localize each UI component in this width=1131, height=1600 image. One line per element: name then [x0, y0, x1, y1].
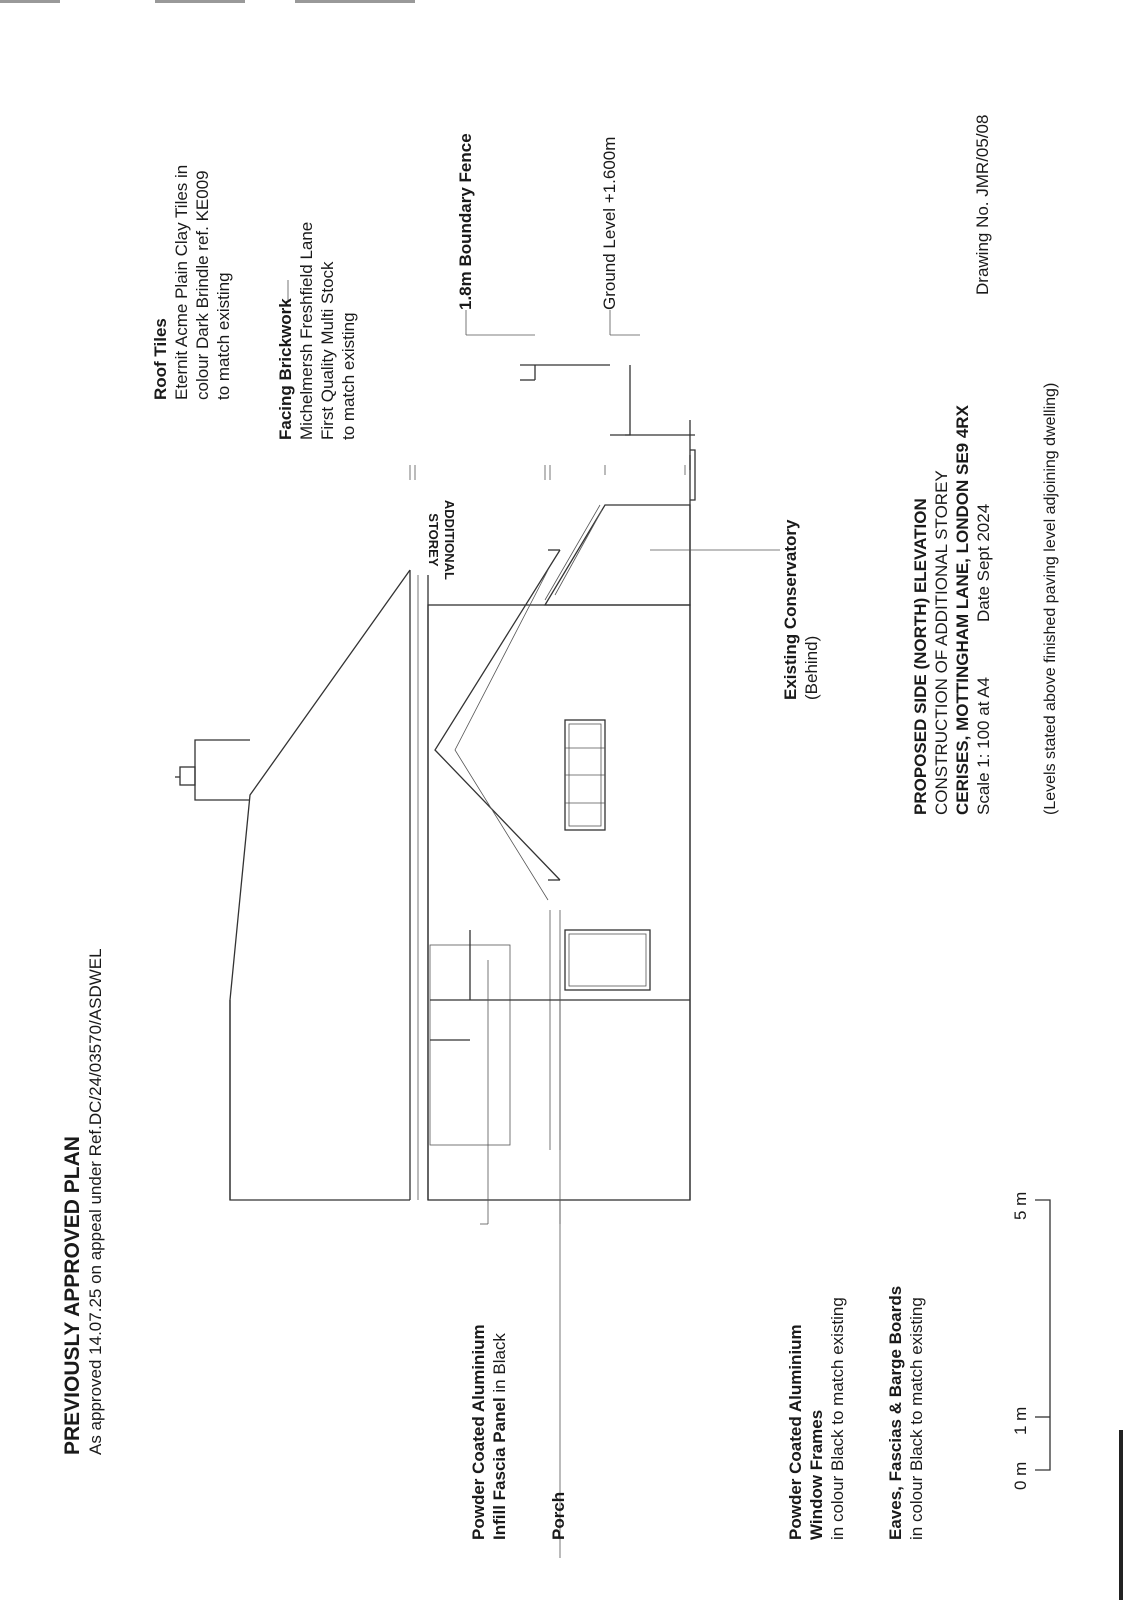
brickwork-note — [275, 222, 359, 440]
conservatory-sub: (Behind) — [802, 635, 821, 700]
dormer-gable — [435, 550, 560, 880]
additional-storey-label: ADDITIONAL STOREY — [426, 499, 457, 580]
conservatory-heading: Existing Conservatory — [781, 519, 800, 700]
roof-tiles-line: colour Dark Brindle ref. KE009 — [193, 170, 212, 400]
scale-label-1: 1 m — [1011, 1406, 1030, 1435]
scale-label-0: 0 m — [1011, 1461, 1030, 1490]
conservatory-note — [780, 520, 822, 700]
eaves-heading: Eaves, Fascias & Barge Boards — [886, 1285, 905, 1540]
main-wall — [428, 605, 690, 1200]
title-line3: CERISES, MOTTINGHAM LANE, LONDON SE9 4RX — [953, 405, 972, 815]
title-line1: PROPOSED SIDE (NORTH) ELEVATION — [911, 498, 930, 815]
brickwork-heading: Facing Brickwork — [276, 298, 295, 440]
title-line2: CONSTRUCTION OF ADDITIONAL STOREY — [932, 470, 951, 815]
existing-conservatory — [545, 505, 690, 605]
window-frames-body: in colour Black to match existing — [828, 1297, 847, 1540]
eaves-body: in colour Black to match existing — [907, 1297, 926, 1540]
window-frames-heading2: Window Frames — [807, 1409, 826, 1540]
fence-label: 1.8m Boundary Fence — [456, 133, 475, 310]
porch-label: Porch — [549, 1491, 568, 1540]
window-frames-note — [785, 1297, 848, 1540]
levels-note: (Levels stated above finished paving level adjoining dwelling) — [1042, 382, 1059, 815]
brickwork-line: First Quality Multi Stock — [318, 261, 337, 440]
chimney — [195, 740, 250, 800]
ground-window — [565, 930, 650, 990]
scale-label-5: 5 m — [1011, 1191, 1030, 1220]
title-block — [910, 405, 994, 815]
brickwork-line: Michelmersh Freshfield Lane — [297, 221, 316, 440]
roof-tiles-note — [150, 165, 234, 400]
fascia-line2-bold: Infill Fascia Panel — [490, 1397, 509, 1540]
page-title: PREVIOUSLY APPROVED PLAN — [61, 1136, 84, 1455]
window-frames-heading: Powder Coated Aluminium — [786, 1324, 805, 1540]
scale-bar — [1035, 1200, 1050, 1470]
roof-tiles-line: Eternit Acme Plain Clay Tiles in — [172, 164, 191, 400]
fascia-line2-rest: in Black — [490, 1333, 509, 1398]
fascia-note — [468, 1324, 510, 1540]
scale-text: Scale 1: 100 at A4 — [974, 677, 993, 815]
header-block — [60, 948, 106, 1455]
ground-level-label: Ground Level +1.600m — [600, 136, 619, 310]
eaves-note — [885, 1286, 927, 1540]
boundary-fence — [610, 365, 630, 435]
fascia-line1: Powder Coated Aluminium — [469, 1324, 488, 1540]
date-text: Date Sept 2024 — [974, 503, 993, 622]
roof-outline — [230, 570, 410, 1200]
drawing-number: Drawing No. JMR/05/08 — [973, 114, 992, 295]
page-subtitle: As approved 14.07.25 on appeal under Ref.DC/24/03570/ASDWEL — [86, 948, 105, 1455]
roof-tiles-line: to match existing — [214, 272, 233, 400]
brickwork-line: to match existing — [339, 312, 358, 440]
roof-tiles-heading: Roof Tiles — [151, 318, 170, 400]
